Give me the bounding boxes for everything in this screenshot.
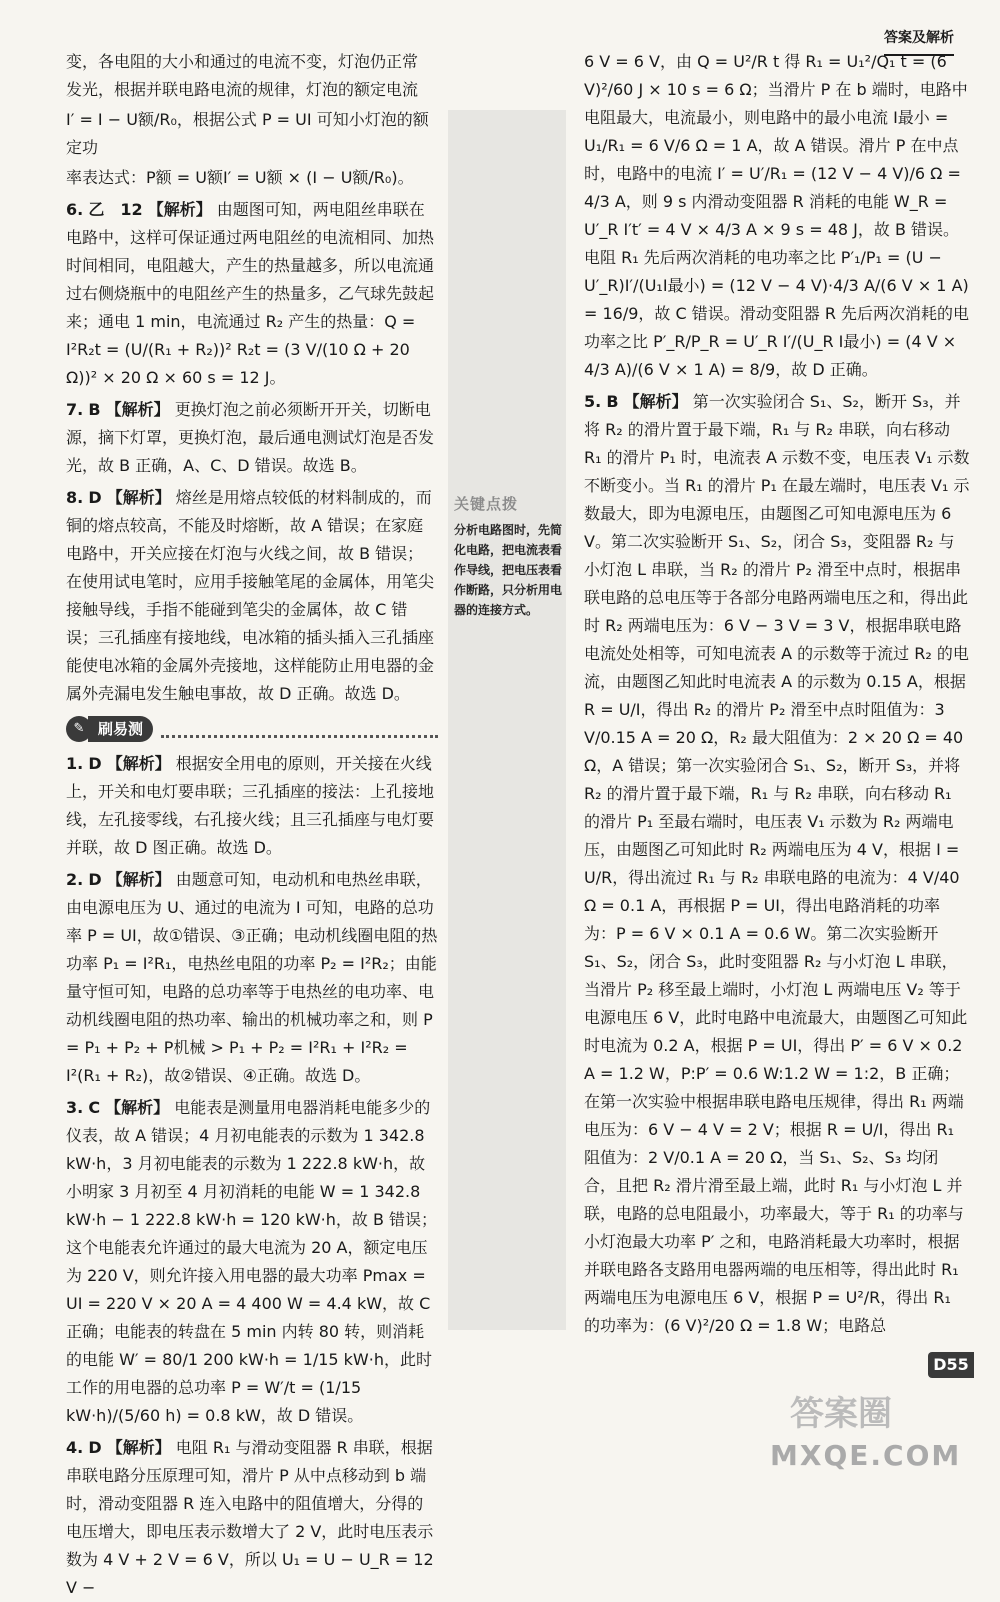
section-label: 刷易测 <box>88 716 153 742</box>
answer-item-4 <box>66 1434 438 1602</box>
item-tag: 【解析】 <box>623 392 688 411</box>
item-tag: 【解析】 <box>106 488 171 507</box>
item-answer: B <box>606 392 619 411</box>
left-column <box>66 48 438 1602</box>
item-answer: 乙 12 <box>88 200 143 219</box>
item-answer: C <box>88 1098 101 1117</box>
answer-item-5 <box>584 388 970 1340</box>
section-banner <box>66 714 438 744</box>
item-answer: D <box>88 754 102 773</box>
item-number: 1. <box>66 754 84 773</box>
item-number: 5. <box>584 392 602 411</box>
watermark-logo <box>770 1394 980 1480</box>
continuation-text: 6 V = 6 V，由 Q = U²/R t 得 R₁ = U₁²/Q₁ t = (6 V)²/60 J × 10 s = 6 Ω；当滑片 P 在 b 端时，电路中电阻最大，电流最小，则电路中的最小电流 I最小 = U₁/R₁ = 6 V/6 Ω = 1 A，故 A 错误。滑片 P 在中点时，电路中的电流 I′ = U′/R₁ = (12 V − 4 V)/6 Ω = 4/3 A，则 9 s 内滑动变阻器 R 消耗的电能 W_R = U′_R I′t′ = 4 V × 4/3 A × 9 s = 48 J，故 B 错误。电阻 R₁ 先后两次消耗的电功率之比 P′₁/P₁ = (U − U′_R)I′/(U₁I最小) = (12 V − 4 V)·4/3 A/(6 V × 1 A) = 16/9，故 C 错误。滑动变阻器 R 先后两次消耗的电功率之比 P′_R/P_R = U′_R I′/(U_R I最小) = (4 V × 4/3 A)/(6 V × 1 A) = 8/9，故 D 正确。 <box>584 52 970 379</box>
item-tag: 【解析】 <box>105 1098 170 1117</box>
intro-line: 发光，根据并联电路电流的规律，灯泡的额定电流 <box>66 80 419 99</box>
item-text: 由题图可知，两电阻丝串联在电路中，这样可保证通过两电阻丝的电流相同、加热时间相同，电阻越大，产生的热量越多，所以电流通过右侧烧瓶中的电阻丝产生的热量多，乙气球先鼓起来；通电 1 min，电流通过 R₂ 产生的热量：Q = I²R₂t = (U/(R₁ + R₂))² R₂t = (3 V/(10 Ω + 20 Ω))² × 20 Ω × 60 s = 12 J。 <box>66 200 435 387</box>
side-note-column <box>448 110 566 1330</box>
item-text: 由题意可知，电动机和电热丝串联，由电源电压为 U、通过的电流为 I 可知，电路的总功率 P = UI，故①错误、③正确；电动机线圈电阻的热功率 P₁ = I²R₁，电热丝电阻的功率 P₂ = I²R₂；由能量守恒可知，电路的总功率等于电热丝的电功率、电动机线圈电阻的热功率、输出的机械功率之和，则 P = P₁ + P₂ + P机械 > P₁ + P₂ = I²R₁ + I²R₂ = I²(R₁ + R₂)，故②错误、④正确。故选 D。 <box>66 870 438 1085</box>
pencil-icon: ✎ <box>66 716 92 742</box>
item-tag: 【解析】 <box>106 1438 171 1457</box>
answer-item-6 <box>66 196 438 392</box>
item-tag: 【解析】 <box>106 870 171 889</box>
item-number: 2. <box>66 870 84 889</box>
item-number: 3. <box>66 1098 84 1117</box>
watermark-text: MXQE.COM <box>770 1439 962 1472</box>
item-number: 6. <box>66 200 84 219</box>
intro-formula-line: 率表达式：P额 = U额I′ = U额 × (I − U额/R₀)。 <box>66 168 414 187</box>
answer-item-7 <box>66 396 438 480</box>
item-text: 熔丝是用熔点较低的材料制成的，而铜的熔点较高，不能及时熔断，故 A 错误；在家庭电路中，开关应接在灯泡与火线之间，故 B 错误；在使用试电笔时，应用手接触笔尾的金属体，用笔尖接触导线，手指不能碰到笔尖的金属体，故 C 错误；三孔插座有接地线，电冰箱的插头插入三孔插座能使电冰箱的金属外壳接地，这样能防止用电器的金属外壳漏电发生触电事故，故 D 正确。故选 D。 <box>66 488 435 703</box>
right-column <box>584 48 970 1340</box>
item-tag: 【解析】 <box>147 200 212 219</box>
answer-item-2 <box>66 866 438 1090</box>
item-number: 8. <box>66 488 84 507</box>
item-answer: D <box>88 1438 102 1457</box>
item-text: 第一次实验闭合 S₁、S₂，断开 S₃，并将 R₂ 的滑片置于最下端，R₁ 与 R₂ 串联，向右移动 R₁ 的滑片 P₁ 时，电流表 A 示数不变，电压表 V₁ 示数不断变小。当 R₁ 的滑片 P₁ 在最左端时，电压表 V₁ 示数最大，即为电源电压，由题图乙可知电源电压为 6 V。第二次实验断开 S₁、S₂，闭合 S₃，变阻器 R₂ 与小灯泡 L 串联，当 R₂ 的滑片 P₂ 滑至中点时，根据串联电路的总电压等于各部分电路两端电压之和，得出此时 R₂ 两端电压为：6 V − 3 V = 3 V，根据串联电路电流处处相等，可知电流表 A 的示数等于流过 R₂ 的电流，由题图乙知此时电流表 A 的示数为 0.15 A，根据 R = U/I，得出 R₂ 的滑片 P₂ 滑至中点时阻值为：3 V/0.15 A = 20 Ω，R₂ 最大阻值为：2 × 20 Ω = 40 Ω，A 错误；第一次实验闭合 S₁、S₂，断开 S₃，并将 R₂ 的滑片置于最下端，R₁ 与 R₂ 串联，向右移动 R₁ 的滑片 P₁ 至最右端时，电压表 V₁ 示数为 R₂ 两端电压，由题图乙可知此时 R₂ 两端电压为 4 V，根据 I = U/R，得出流过 R₁ 与 R₂ 串联电路的电流为：4 V/40 Ω = 0.1 A，再根据 P = UI，得出电路消耗的功率为：P = 6 V × 0.1 A = 0.6 W。第二次实验断开 S₁、S₂，闭合 S₃，此时变阻器 R₂ 与小灯泡 L 串联，当滑片 P₂ 移至最上端时，小灯泡 L 两端电压 V₂ 等于电源电压 6 V，此时电路中电流最大，由题图乙可知此时电流为 0.2 A，根据 P = UI，得出 P′ = 6 V × 0.2 A = 1.2 W，P:P′ = 0.6 W:1.2 W = 1:2，B 正确；在第一次实验中根据串联电路电压规律，得出 R₁ 两端电压为：6 V − 4 V = 2 V；根据 R = U/I，得出 R₁ 阻值为：2 V/0.1 A = 20 Ω，当 S₁、S₂、S₃ 均闭合，且把 R₂ 滑片滑至最上端，此时 R₁ 与小灯泡 L 并联，电路的总电阻最小，功率最大，等于 R₁ 的功率与小灯泡最大功率 P′ 之和，电路消耗最大功率时，根据并联电路各支路用电器两端的电压相等，得出此时 R₁ 两端电压为电源电压 6 V，根据 P = U²/R，得出 R₁ 的功率为：(6 V)²/20 Ω = 1.8 W；电路总 <box>584 392 970 1335</box>
answer-item-3 <box>66 1094 438 1430</box>
watermark-cn: 答案圈 <box>790 1394 892 1434</box>
item-number: 4. <box>66 1438 84 1457</box>
item-text: 根据安全用电的原则，开关接在火线上，开关和电灯要串联；三孔插座的接法：上孔接地线，左孔接零线，右孔接火线；且三孔插座与电灯要并联，故 D 图正确。故选 D。 <box>66 754 435 857</box>
intro-line: 变，各电阻的大小和通过的电流不变，灯泡仍正常 <box>66 52 419 71</box>
key-tip-text: 分析电路图时，先简化电路，把电流表看作导线，把电压表看作断路，只分析用电器的连接方式。 <box>454 523 563 617</box>
item-tag: 【解析】 <box>106 754 171 773</box>
key-tip-title: 关键点拨 <box>454 495 519 513</box>
page-number: D55 <box>928 1352 974 1378</box>
item-text: 电阻 R₁ 与滑动变阻器 R 串联，根据串联电路分压原理可知，滑片 P 从中点移动到 b 端时，滑动变阻器 R 连入电路中的阻值增大，分得的电压增大，即电压表示数增大了 2 V，此时电压表示数为 4 V + 2 V = 6 V，所以 U₁ = U − U_R = 12 V − <box>66 1438 434 1597</box>
item-answer: D <box>88 488 102 507</box>
page-header-title: 答案及解析 <box>884 24 954 56</box>
intro-formula-line: I′ = I − U额/R₀，根据公式 P = UI 可知小灯泡的额定功 <box>66 110 429 157</box>
section-divider <box>161 721 438 738</box>
answer-item-1 <box>66 750 438 862</box>
item-text: 更换灯泡之前必须断开开关，切断电源，摘下灯罩，更换灯泡，最后通电测试灯泡是否发光，故 B 正确，A、C、D 错误。故选 B。 <box>66 400 435 475</box>
key-tip-box <box>454 490 564 620</box>
answer-item-8 <box>66 484 438 708</box>
item-answer: B <box>88 400 101 419</box>
item-number: 7. <box>66 400 84 419</box>
item-tag: 【解析】 <box>105 400 170 419</box>
item-text: 电能表是测量用电器消耗电能多少的仪表，故 A 错误；4 月初电能表的示数为 1 342.8 kW·h，3 月初电能表的示数为 1 222.8 kW·h，故小明家 3 月初至 4 月初消耗的电能 W = 1 342.8 kW·h − 1 222.8 kW·h = 120 kW·h，故 B 错误；这个电能表允许通过的最大电流为 20 A，额定电压为 220 V，则允许接入用电器的最大功率 Pmax = UI = 220 V × 20 A = 4 400 W = 4.4 kW，故 C 正确；电能表的转盘在 5 min 内转 80 转，则消耗的电能 W′ = 80/1 200 kW·h = 1/15 kW·h，此时工作的用电器的总功率 P = W′/t = (1/15 kW·h)/(5/60 h) = 0.8 kW，故 D 错误。 <box>66 1098 438 1425</box>
item-answer: D <box>88 870 102 889</box>
